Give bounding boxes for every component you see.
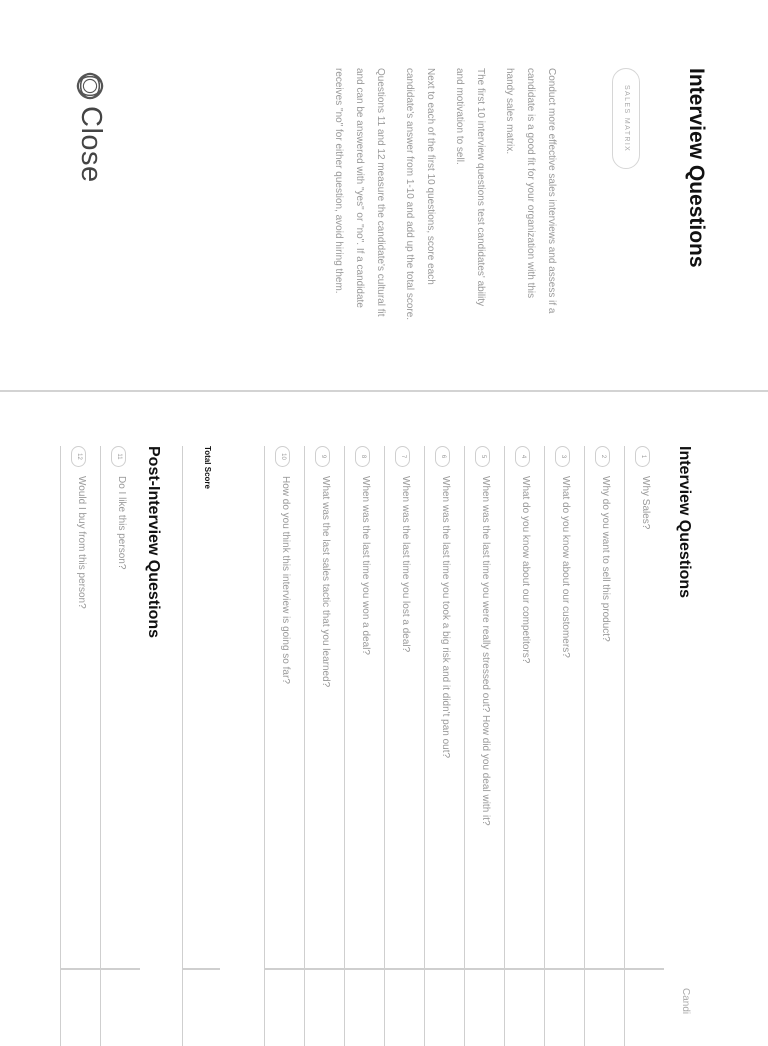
intro-paragraph: Conduct more effective sales interviews and assess if a candidate is a good fit for your organization with this handy sales matrix. — [504, 68, 557, 314]
score-cell-divider — [424, 968, 464, 970]
brand-name: Close — [75, 106, 108, 183]
question-row — [304, 446, 344, 1046]
intro-text — [320, 68, 562, 323]
question-row — [544, 446, 584, 1046]
question-text: What do you know about our competitors? — [520, 476, 531, 664]
question-text: When was the last time you lost a deal? — [400, 476, 411, 653]
section-title: Interview Questions — [676, 446, 693, 599]
total-score-row — [182, 446, 220, 1046]
question-number: 1 — [635, 446, 650, 467]
candidate-column-label: Candi — [680, 988, 691, 1015]
question-row — [424, 446, 464, 1046]
post-interview-title: Post-Interview Questions — [145, 446, 162, 639]
questions-panel — [0, 440, 768, 1024]
row-line — [100, 446, 102, 1046]
question-number: 5 — [475, 446, 490, 467]
score-cell-divider — [544, 968, 584, 970]
brand-logo — [74, 68, 108, 183]
question-number: 10 — [275, 446, 290, 467]
panel-divider — [0, 390, 768, 392]
question-text: What was the last sales tactic that you learned? — [320, 476, 331, 688]
score-cell-divider — [464, 968, 504, 970]
score-cell-divider — [624, 968, 664, 970]
question-number: 2 — [595, 446, 610, 467]
row-line — [424, 446, 426, 1046]
score-cell-divider — [100, 968, 140, 970]
question-text: Why do you want to sell this product? — [600, 476, 611, 642]
row-line — [384, 446, 386, 1046]
intro-panel — [0, 60, 768, 370]
question-row — [344, 446, 384, 1046]
question-number: 7 — [395, 446, 410, 467]
question-text: When was the last time you won a deal? — [360, 476, 371, 655]
question-text: Would I buy from this person? — [76, 476, 87, 609]
question-number: 3 — [555, 446, 570, 467]
question-row — [384, 446, 424, 1046]
question-number: 9 — [315, 446, 330, 467]
question-text: How do you think this interview is going so far? — [280, 476, 291, 684]
intro-paragraph: Questions 11 and 12 measure the candidate's cultural fit and can be answered with "yes" or "no". If a candidate receives "no" for either question, avoid hiring them. — [333, 68, 386, 317]
page-title: Interview Questions — [685, 68, 708, 268]
question-row — [464, 446, 504, 1046]
question-number: 6 — [435, 446, 450, 467]
score-cell-divider — [384, 968, 424, 970]
score-cell-divider — [304, 968, 344, 970]
score-cell-divider — [60, 968, 100, 970]
question-row — [264, 446, 304, 1046]
question-text: What do you know about our customers? — [560, 476, 571, 658]
question-row — [624, 446, 664, 1046]
category-badge: SALES MATRIX — [612, 68, 640, 169]
question-number: 4 — [515, 446, 530, 467]
row-line — [624, 446, 626, 1046]
score-cell-divider — [344, 968, 384, 970]
row-line — [264, 446, 266, 1046]
question-row — [100, 446, 140, 1046]
total-score-cell-divider — [182, 968, 220, 970]
question-text: When was the last time you were really stressed out? How did you deal with it? — [480, 476, 491, 826]
question-text: Do I like this person? — [116, 476, 127, 570]
row-line — [60, 446, 62, 1046]
row-line — [504, 446, 506, 1046]
row-line — [464, 446, 466, 1046]
question-text: When was the last time you took a big risk and it didn't pan out? — [440, 476, 451, 759]
total-score-label: Total Score — [203, 446, 212, 489]
question-row — [584, 446, 624, 1046]
row-line — [182, 446, 184, 1046]
score-cell-divider — [264, 968, 304, 970]
close-logo-icon — [74, 68, 108, 102]
question-number: 8 — [355, 446, 370, 467]
score-cell-divider — [504, 968, 544, 970]
question-row — [60, 446, 100, 1046]
question-row — [504, 446, 544, 1046]
intro-paragraph: The first 10 interview questions test candidates' ability and motivation to sell. — [454, 68, 486, 307]
row-line — [344, 446, 346, 1046]
row-line — [544, 446, 546, 1046]
row-line — [584, 446, 586, 1046]
intro-paragraph: Next to each of the first 10 questions, score each candidate's answer from 1-10 and add up the total score. — [404, 68, 436, 321]
question-text: Why Sales? — [640, 476, 651, 530]
row-line — [304, 446, 306, 1046]
question-number: 11 — [111, 446, 126, 467]
score-cell-divider — [584, 968, 624, 970]
question-number: 12 — [71, 446, 86, 467]
